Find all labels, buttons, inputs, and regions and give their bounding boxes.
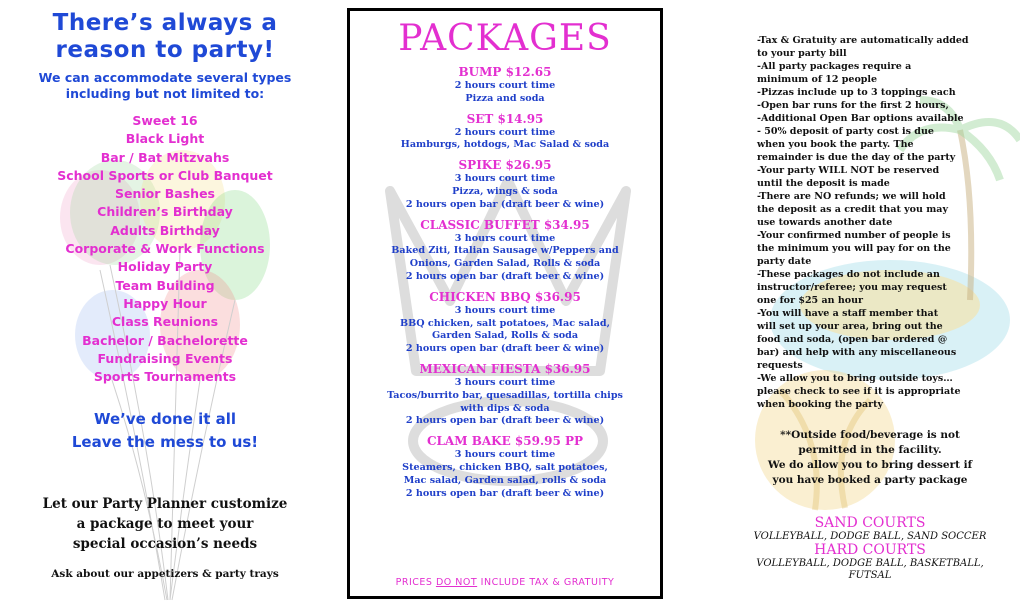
rule-line: the deposit as a credit that you may <box>757 204 948 215</box>
hard-courts-sports: VOLLEYBALL, DODGE BALL, BASKETBALL, <box>756 558 984 569</box>
rule-line: - 50% deposit of party cost is due <box>757 126 934 137</box>
packages-title: PACKAGES <box>398 18 612 59</box>
packages-panel <box>347 8 663 599</box>
price-note-pre: PRICES <box>395 577 436 588</box>
package-name: SPIKE $26.95 <box>458 158 552 173</box>
rule-line: remainder is due the day of the party <box>757 152 956 163</box>
package-detail: Pizza and soda <box>465 92 545 104</box>
intro-line-2: including but not limited to: <box>65 86 265 101</box>
intro-line-1: We can accommodate several types <box>38 70 292 85</box>
rule-line: when you book the party. The <box>757 139 914 150</box>
rule-line: the minimum you will pay for on the <box>757 243 951 254</box>
package-detail: Hamburgs, hotdogs, Mac Salad & soda <box>400 139 610 151</box>
package-name: SET $14.95 <box>466 111 544 126</box>
package-detail: Tacos/burrito bar, quesadillas, tortilla chips <box>387 389 623 401</box>
rule-line: -Tax & Gratuity are automatically added <box>757 35 969 46</box>
package-detail: Pizza, wings & soda <box>452 185 558 197</box>
package-detail: 3 hours court time <box>454 449 556 461</box>
package-detail: Garden Salad, Rolls & soda <box>431 330 579 342</box>
rule-line: -These packages do not include an <box>757 269 940 280</box>
done-it-all-text <box>0 408 330 454</box>
hard-courts-sports: FUTSAL <box>848 570 892 581</box>
package-detail: 2 hours open bar (draft beer & wine) <box>405 487 605 499</box>
package-detail: 2 hours open bar (draft beer & wine) <box>405 270 605 282</box>
planner-line-2: a package to meet your <box>76 516 254 533</box>
rule-line: party date <box>757 256 812 267</box>
rule-line: when booking the party <box>757 399 884 410</box>
party-type: Sweet 16 <box>132 113 198 128</box>
party-type: Children’s Birthday <box>97 204 233 220</box>
price-note-emphasis: DO NOT <box>435 577 478 588</box>
headline-line-1: There’s always a <box>52 10 278 36</box>
package-mexican-fiesta <box>350 361 660 428</box>
package-detail: 3 hours court time <box>454 232 556 244</box>
rule-line: -We allow you to bring outside toys… <box>757 373 953 384</box>
sand-courts-sports: VOLLEYBALL, DODGE BALL, SAND SOCCER <box>753 531 987 542</box>
courts-section <box>720 516 1020 582</box>
party-type: Team Building <box>115 277 215 293</box>
package-spike <box>350 157 660 211</box>
outside-line: you have booked a party package <box>772 474 968 486</box>
rule-line: will set up your area, bring out the <box>757 321 943 332</box>
package-detail: 3 hours court time <box>454 173 556 185</box>
party-type: Class Reunions <box>111 314 219 330</box>
package-detail: 2 hours open bar (draft beer & wine) <box>405 343 605 355</box>
hard-courts-title: HARD COURTS <box>814 542 926 558</box>
package-detail: 3 hours court time <box>454 376 556 388</box>
done-line-2: Leave the mess to us! <box>71 433 259 452</box>
package-name: MEXICAN FIESTA $36.95 <box>419 361 591 376</box>
package-classic-buffet <box>350 217 660 284</box>
party-type: Senior Bashes <box>115 186 215 202</box>
price-note <box>350 577 660 588</box>
party-type: Holiday Party <box>117 259 213 275</box>
outside-line: **Outside food/beverage is not <box>780 429 960 441</box>
party-type: Bar / Bat Mitzvahs <box>100 149 230 165</box>
package-name: BUMP $12.65 <box>458 65 552 79</box>
sand-courts-title: SAND COURTS <box>814 515 926 531</box>
rule-line: -Additional Open Bar options available <box>757 113 964 124</box>
package-detail: Onions, Garden Salad, Rolls & soda <box>409 258 601 270</box>
party-type: Adults Birthday <box>110 222 220 238</box>
party-type-list <box>0 112 330 386</box>
rule-line: requests <box>757 360 803 371</box>
planner-line-3: special occasion’s needs <box>72 536 258 553</box>
package-detail: 2 hours court time <box>454 80 556 91</box>
party-type: School Sports or Club Banquet <box>57 167 273 183</box>
package-detail: 2 hours open bar (draft beer & wine) <box>405 415 605 427</box>
rule-line: bar) and help with any miscellaneous <box>757 347 957 358</box>
outside-line: permitted in the facility. <box>798 444 942 456</box>
package-name: CHICKEN BBQ $36.95 <box>429 289 581 304</box>
rule-line: -Your party WILL NOT be reserved <box>757 165 940 176</box>
rule-line: use towards another date <box>757 217 893 228</box>
done-line-1: We’ve done it all <box>93 410 237 429</box>
package-chicken-bbq <box>350 289 660 356</box>
rule-line: -Your confirmed number of people is <box>757 230 951 241</box>
package-detail: Mac salad, Garden salad, rolls & soda <box>403 474 607 486</box>
package-detail: 2 hours court time <box>454 126 556 138</box>
outside-food-note <box>720 428 1020 488</box>
party-type: Happy Hour <box>123 295 207 311</box>
package-detail: Steamers, chicken BBQ, salt potatoes, <box>402 461 608 473</box>
rule-line: until the deposit is made <box>757 178 890 189</box>
party-planner-text <box>0 494 330 554</box>
headline-line-2: reason to party! <box>55 37 275 63</box>
rule-line: -You will have a staff member that <box>757 308 939 319</box>
headline <box>0 10 330 64</box>
appetizers-note: Ask about our appetizers & party trays <box>51 568 279 581</box>
package-detail: Baked Ziti, Italian Sausage w/Peppers and <box>391 245 619 257</box>
package-clam-bake <box>350 433 660 500</box>
party-type: Fundraising Events <box>97 350 233 366</box>
policies-panel <box>700 0 1024 614</box>
rule-line: to your party bill <box>757 48 847 59</box>
package-detail: with dips & soda <box>460 402 550 414</box>
rule-line: minimum of 12 people <box>757 74 878 85</box>
party-type: Bachelor / Bachelorette <box>82 332 248 348</box>
package-name: CLAM BAKE $59.95 PP <box>426 434 584 449</box>
package-detail: BBQ chicken, salt potatoes, Mac salad, <box>400 317 610 329</box>
rule-line: instructor/referee; you may request <box>757 282 947 293</box>
rule-line: -There are NO refunds; we will hold <box>757 191 946 202</box>
rule-line: -All party packages require a <box>757 61 912 72</box>
party-types-panel <box>0 0 330 614</box>
intro-text <box>0 70 330 102</box>
outside-line: We do allow you to bring dessert if <box>767 459 973 471</box>
party-type: Sports Tournaments <box>93 369 237 385</box>
price-note-post: INCLUDE TAX & GRATUITY <box>477 577 615 588</box>
rule-line: food and soda, (open bar ordered @ <box>757 334 948 345</box>
party-type: Black Light <box>125 131 205 147</box>
package-bump <box>350 64 660 106</box>
planner-line-1: Let our Party Planner customize <box>42 496 288 513</box>
rule-line: -Open bar runs for the first 2 hours, <box>757 100 949 111</box>
package-set <box>350 111 660 153</box>
package-name: CLASSIC BUFFET $34.95 <box>420 217 590 232</box>
rule-line: please check to see if it is appropriate <box>757 386 961 397</box>
party-type: Corporate & Work Functions <box>65 241 265 257</box>
rule-line: -Pizzas include up to 3 toppings each <box>757 87 956 98</box>
package-detail: 2 hours open bar (draft beer & wine) <box>405 198 605 210</box>
rule-line: one for $25 an hour <box>757 295 863 306</box>
party-rules <box>757 34 1002 411</box>
package-detail: 3 hours court time <box>454 304 556 316</box>
